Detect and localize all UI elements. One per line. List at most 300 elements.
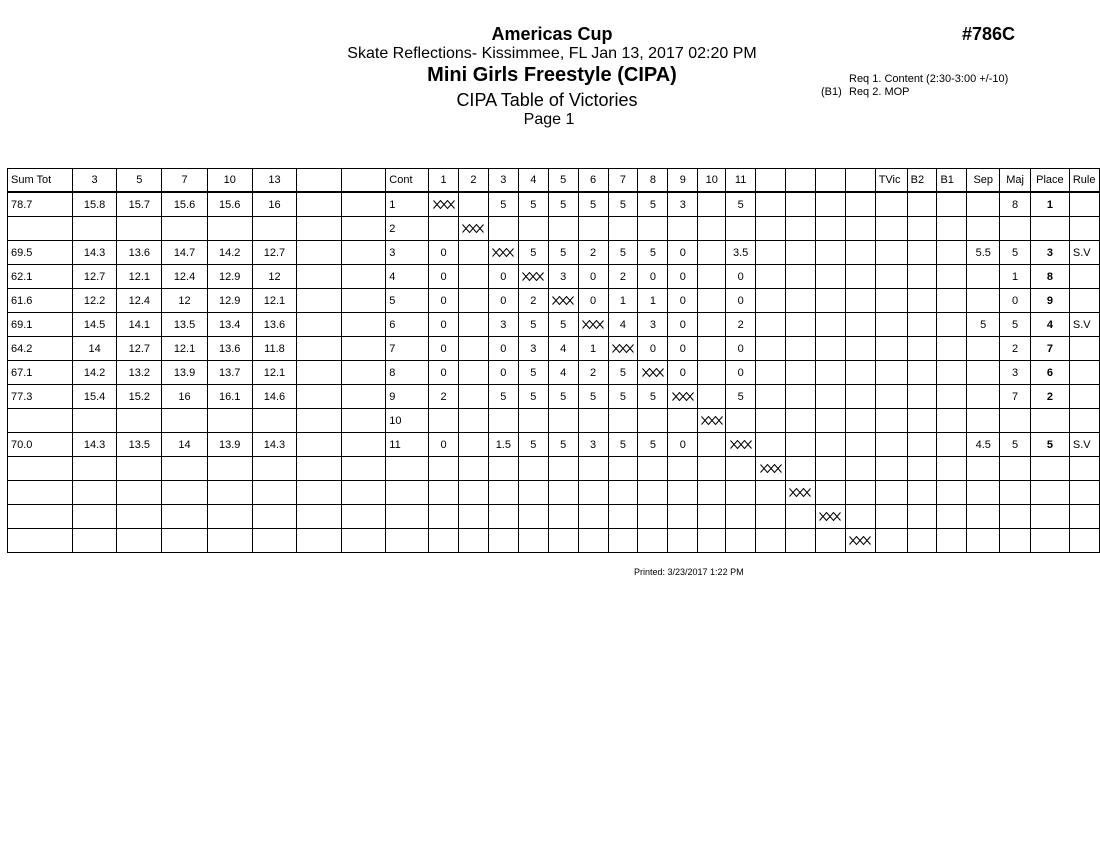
- table-cell: [162, 481, 208, 505]
- table-cell: [907, 505, 937, 529]
- table-cell: [8, 481, 73, 505]
- cross-out-mark: [522, 272, 544, 281]
- table-cell: 5: [608, 361, 638, 385]
- table-cell: [458, 433, 488, 457]
- table-cell: [548, 457, 578, 481]
- column-header: 4: [518, 169, 548, 193]
- table-cell: [967, 385, 1000, 409]
- table-cell: [1069, 529, 1099, 553]
- table-cell: 5: [488, 385, 518, 409]
- venue-date-line: Skate Reflections- Kissimmee, FL Jan 13, 2017 02:20 PM: [347, 45, 757, 62]
- table-cell: [488, 457, 518, 481]
- table-cell: 62.1: [8, 265, 73, 289]
- table-cell: [162, 505, 208, 529]
- table-cell: [907, 481, 937, 505]
- table-cell: [845, 361, 875, 385]
- table-cell: [845, 433, 875, 457]
- table-cell: [429, 457, 459, 481]
- table-cell: [1000, 481, 1031, 505]
- table-cell: 13.9: [162, 361, 208, 385]
- table-cell: [726, 529, 756, 553]
- table-cell: [608, 529, 638, 553]
- table-cell: 0: [429, 313, 459, 337]
- column-header: 6: [578, 169, 608, 193]
- table-cell: 1: [578, 337, 608, 361]
- column-header: 11: [726, 169, 756, 193]
- table-cell: 5: [608, 241, 638, 265]
- table-cell: 69.5: [8, 241, 73, 265]
- table-cell: 5: [608, 385, 638, 409]
- cross-out-mark: [760, 464, 782, 473]
- table-cell: 4: [548, 337, 578, 361]
- table-cell: [458, 529, 488, 553]
- table-cell: [698, 217, 726, 241]
- cross-out-mark: [642, 368, 664, 377]
- table-cell: [608, 409, 638, 433]
- table-cell: [785, 192, 815, 217]
- table-cell: 5: [1000, 433, 1031, 457]
- table-cell: [937, 409, 967, 433]
- table-cell: [458, 409, 488, 433]
- table-cell: [815, 241, 845, 265]
- table-cell: [518, 409, 548, 433]
- table-cell: [72, 409, 117, 433]
- table-cell: [341, 433, 385, 457]
- table-cell: [907, 385, 937, 409]
- table-cell: [1069, 337, 1099, 361]
- column-header: [845, 169, 875, 193]
- table-cell: [386, 481, 429, 505]
- table-cell: 2: [518, 289, 548, 313]
- self-comparison-cell: [548, 289, 578, 313]
- table-cell: 0: [429, 337, 459, 361]
- table-cell: 5: [578, 385, 608, 409]
- table-cell: [785, 289, 815, 313]
- table-cell: [756, 529, 786, 553]
- table-cell: [252, 457, 297, 481]
- table-cell: 4: [608, 313, 638, 337]
- table-cell: [756, 481, 786, 505]
- table-cell: [845, 409, 875, 433]
- table-cell: 5: [726, 385, 756, 409]
- table-cell: [117, 457, 162, 481]
- table-cell: 5: [518, 433, 548, 457]
- table-cell: 5: [1031, 433, 1070, 457]
- table-cell: [698, 505, 726, 529]
- table-cell: [458, 505, 488, 529]
- cross-out-mark: [789, 488, 811, 497]
- table-cell: [815, 313, 845, 337]
- table-cell: [117, 529, 162, 553]
- table-cell: [698, 481, 726, 505]
- table-cell: 3.5: [726, 241, 756, 265]
- table-cell: [1031, 457, 1070, 481]
- table-cell: [1031, 529, 1070, 553]
- table-cell: 0: [578, 265, 608, 289]
- table-cell: [117, 505, 162, 529]
- table-cell: [845, 313, 875, 337]
- table-cell: 14.2: [72, 361, 117, 385]
- table-row: [8, 241, 1100, 265]
- table-cell: [668, 409, 698, 433]
- table-cell: [967, 529, 1000, 553]
- table-cell: [518, 217, 548, 241]
- cross-out-mark: [552, 296, 574, 305]
- table-cell: S.V: [1069, 241, 1099, 265]
- table-cell: [875, 361, 907, 385]
- table-cell: [429, 505, 459, 529]
- table-cell: [785, 361, 815, 385]
- table-cell: [785, 217, 815, 241]
- table-cell: [668, 505, 698, 529]
- self-comparison-cell: [726, 433, 756, 457]
- self-comparison-cell: [458, 217, 488, 241]
- table-cell: [1069, 385, 1099, 409]
- self-comparison-cell: [756, 457, 786, 481]
- table-cell: [72, 457, 117, 481]
- table-cell: [785, 337, 815, 361]
- table-cell: [815, 361, 845, 385]
- table-cell: [726, 457, 756, 481]
- cross-out-mark: [462, 224, 484, 233]
- table-cell: [297, 505, 341, 529]
- table-cell: [341, 361, 385, 385]
- table-cell: [1069, 481, 1099, 505]
- table-cell: [937, 192, 967, 217]
- table-cell: [1031, 217, 1070, 241]
- table-cell: [726, 217, 756, 241]
- table-cell: 5: [638, 241, 668, 265]
- table-cell: 78.7: [8, 192, 73, 217]
- table-cell: [518, 457, 548, 481]
- table-cell: 7: [1031, 337, 1070, 361]
- table-cell: 14.5: [72, 313, 117, 337]
- column-header: 1: [429, 169, 459, 193]
- table-cell: 0: [726, 337, 756, 361]
- table-cell: 0: [429, 241, 459, 265]
- table-cell: 2: [386, 217, 429, 241]
- table-cell: 0: [488, 337, 518, 361]
- requirement-1: Req 1. Content (2:30-3:00 +/-10): [849, 73, 1009, 85]
- table-cell: 0: [726, 265, 756, 289]
- table-cell: 13.5: [117, 433, 162, 457]
- table-cell: [875, 192, 907, 217]
- table-cell: [8, 409, 73, 433]
- table-cell: [297, 457, 341, 481]
- table-cell: 3: [488, 313, 518, 337]
- table-cell: [907, 433, 937, 457]
- table-cell: [162, 457, 208, 481]
- table-cell: [875, 529, 907, 553]
- table-cell: S.V: [1069, 313, 1099, 337]
- table-cell: [668, 457, 698, 481]
- column-header: [785, 169, 815, 193]
- table-cell: 8: [1000, 192, 1031, 217]
- table-cell: 5: [548, 241, 578, 265]
- column-header: Place: [1031, 169, 1070, 193]
- table-cell: 12: [252, 265, 297, 289]
- table-cell: 2: [429, 385, 459, 409]
- table-cell: [341, 192, 385, 217]
- table-cell: 12.7: [252, 241, 297, 265]
- table-cell: [815, 409, 845, 433]
- table-cell: [937, 265, 967, 289]
- table-cell: [297, 192, 341, 217]
- table-cell: 12.2: [72, 289, 117, 313]
- table-cell: 0: [429, 265, 459, 289]
- table-cell: [578, 481, 608, 505]
- table-cell: 13.6: [252, 313, 297, 337]
- table-cell: [297, 385, 341, 409]
- table-cell: [72, 217, 117, 241]
- table-cell: [518, 529, 548, 553]
- table-cell: 3: [1000, 361, 1031, 385]
- table-cell: 5: [608, 433, 638, 457]
- table-cell: [756, 217, 786, 241]
- table-cell: [578, 457, 608, 481]
- table-cell: [698, 289, 726, 313]
- table-cell: [1069, 265, 1099, 289]
- table-cell: [756, 361, 786, 385]
- table-cell: 13.4: [207, 313, 252, 337]
- table-row: [8, 361, 1100, 385]
- table-cell: 1: [1031, 192, 1070, 217]
- table-cell: [967, 265, 1000, 289]
- table-cell: 14: [162, 433, 208, 457]
- table-cell: 14.1: [117, 313, 162, 337]
- column-header: 5: [117, 169, 162, 193]
- table-cell: 5: [638, 385, 668, 409]
- table-cell: 12.1: [162, 337, 208, 361]
- table-cell: [341, 505, 385, 529]
- table-cell: [907, 217, 937, 241]
- table-cell: [937, 313, 967, 337]
- table-cell: [907, 337, 937, 361]
- column-header: 8: [638, 169, 668, 193]
- table-cell: 4: [386, 265, 429, 289]
- table-cell: 69.1: [8, 313, 73, 337]
- table-cell: 5: [548, 313, 578, 337]
- table-cell: [1069, 192, 1099, 217]
- table-cell: [698, 361, 726, 385]
- table-cell: [756, 385, 786, 409]
- table-cell: [785, 529, 815, 553]
- table-cell: 5: [638, 433, 668, 457]
- table-cell: [341, 241, 385, 265]
- table-cell: 0: [488, 361, 518, 385]
- column-header: 13: [252, 169, 297, 193]
- table-cell: [967, 217, 1000, 241]
- table-cell: 70.0: [8, 433, 73, 457]
- table-cell: [756, 192, 786, 217]
- table-cell: [815, 385, 845, 409]
- table-cell: [907, 241, 937, 265]
- table-cell: 5: [518, 361, 548, 385]
- table-cell: 12.1: [252, 361, 297, 385]
- table-cell: [815, 217, 845, 241]
- table-cell: [875, 217, 907, 241]
- table-cell: 1: [1000, 265, 1031, 289]
- table-cell: [548, 505, 578, 529]
- table-cell: 0: [578, 289, 608, 313]
- table-cell: [8, 457, 73, 481]
- table-cell: [698, 192, 726, 217]
- table-cell: 0: [668, 361, 698, 385]
- table-cell: [1000, 409, 1031, 433]
- table-row: [8, 481, 1100, 505]
- table-cell: [875, 265, 907, 289]
- table-cell: [907, 192, 937, 217]
- table-cell: 5: [1000, 313, 1031, 337]
- table-cell: [875, 313, 907, 337]
- table-cell: [252, 481, 297, 505]
- table-cell: [845, 505, 875, 529]
- table-cell: 5.5: [967, 241, 1000, 265]
- table-cell: [875, 433, 907, 457]
- table-cell: [967, 457, 1000, 481]
- table-cell: 0: [638, 265, 668, 289]
- table-cell: [756, 409, 786, 433]
- table-cell: [1069, 217, 1099, 241]
- table-cell: [638, 529, 668, 553]
- table-cell: 0: [668, 265, 698, 289]
- table-cell: 5: [518, 241, 548, 265]
- table-cell: [252, 529, 297, 553]
- table-cell: [875, 409, 907, 433]
- table-cell: 5: [488, 192, 518, 217]
- cross-out-mark: [582, 320, 604, 329]
- table-cell: [488, 529, 518, 553]
- table-cell: [698, 265, 726, 289]
- column-header: B2: [907, 169, 937, 193]
- table-cell: [967, 337, 1000, 361]
- table-cell: [72, 481, 117, 505]
- table-cell: [1031, 409, 1070, 433]
- column-header: 3: [72, 169, 117, 193]
- table-cell: 14.6: [252, 385, 297, 409]
- table-cell: 4.5: [967, 433, 1000, 457]
- column-header: 7: [162, 169, 208, 193]
- table-cell: 12.7: [117, 337, 162, 361]
- table-cell: [341, 457, 385, 481]
- table-cell: 12.7: [72, 265, 117, 289]
- column-header: 10: [698, 169, 726, 193]
- table-cell: [297, 313, 341, 337]
- table-cell: [698, 433, 726, 457]
- table-cell: 15.8: [72, 192, 117, 217]
- table-cell: [845, 289, 875, 313]
- table-cell: 12.1: [252, 289, 297, 313]
- table-cell: [341, 481, 385, 505]
- table-cell: [698, 337, 726, 361]
- table-cell: [785, 433, 815, 457]
- table-cell: [668, 481, 698, 505]
- table-row: [8, 409, 1100, 433]
- table-cell: [726, 481, 756, 505]
- table-cell: [937, 385, 967, 409]
- table-cell: [967, 505, 1000, 529]
- table-cell: 9: [386, 385, 429, 409]
- table-cell: [297, 289, 341, 313]
- table-cell: 14.3: [72, 241, 117, 265]
- table-cell: [937, 481, 967, 505]
- table-cell: [907, 289, 937, 313]
- table-cell: [8, 529, 73, 553]
- table-cell: 4: [548, 361, 578, 385]
- table-cell: [458, 192, 488, 217]
- table-cell: 5: [1000, 241, 1031, 265]
- cross-out-mark: [612, 344, 634, 353]
- table-cell: [608, 505, 638, 529]
- table-cell: 13.5: [162, 313, 208, 337]
- table-cell: [668, 529, 698, 553]
- table-cell: [386, 529, 429, 553]
- requirement-2-tag: (B1): [821, 86, 842, 98]
- table-cell: 0: [429, 361, 459, 385]
- table-cell: [815, 433, 845, 457]
- table-cell: 6: [1031, 361, 1070, 385]
- column-header: [756, 169, 786, 193]
- table-cell: 3: [518, 337, 548, 361]
- table-cell: [207, 529, 252, 553]
- table-cell: [638, 457, 668, 481]
- table-cell: [967, 289, 1000, 313]
- table-cell: 5: [386, 289, 429, 313]
- table-cell: [1000, 505, 1031, 529]
- table-cell: [341, 217, 385, 241]
- table-cell: 0: [488, 289, 518, 313]
- table-cell: 2: [578, 361, 608, 385]
- table-cell: [756, 313, 786, 337]
- table-cell: 6: [386, 313, 429, 337]
- column-header: 3: [488, 169, 518, 193]
- table-cell: 7: [386, 337, 429, 361]
- self-comparison-cell: [815, 505, 845, 529]
- table-cell: 0: [668, 337, 698, 361]
- self-comparison-cell: [785, 481, 815, 505]
- table-cell: 0: [668, 289, 698, 313]
- table-cell: [845, 265, 875, 289]
- table-cell: 0: [726, 289, 756, 313]
- table-cell: 4: [1031, 313, 1070, 337]
- table-cell: [1069, 361, 1099, 385]
- table-cell: [845, 481, 875, 505]
- table-cell: [1069, 457, 1099, 481]
- table-cell: [845, 241, 875, 265]
- table-row: [8, 192, 1100, 217]
- table-cell: [458, 385, 488, 409]
- table-cell: 2: [1031, 385, 1070, 409]
- table-cell: [429, 409, 459, 433]
- table-cell: 0: [429, 289, 459, 313]
- table-cell: [937, 361, 967, 385]
- table-cell: [756, 433, 786, 457]
- table-cell: 0: [726, 361, 756, 385]
- division-title: Mini Girls Freestyle (CIPA): [427, 64, 677, 86]
- table-cell: [341, 265, 385, 289]
- cross-out-mark: [849, 536, 871, 545]
- table-cell: [386, 457, 429, 481]
- table-cell: 8: [1031, 265, 1070, 289]
- table-cell: 5: [518, 385, 548, 409]
- table-cell: [341, 409, 385, 433]
- table-cell: [785, 241, 815, 265]
- table-cell: [785, 385, 815, 409]
- table-cell: 15.6: [207, 192, 252, 217]
- table-cell: [756, 289, 786, 313]
- table-cell: [548, 529, 578, 553]
- table-cell: [608, 457, 638, 481]
